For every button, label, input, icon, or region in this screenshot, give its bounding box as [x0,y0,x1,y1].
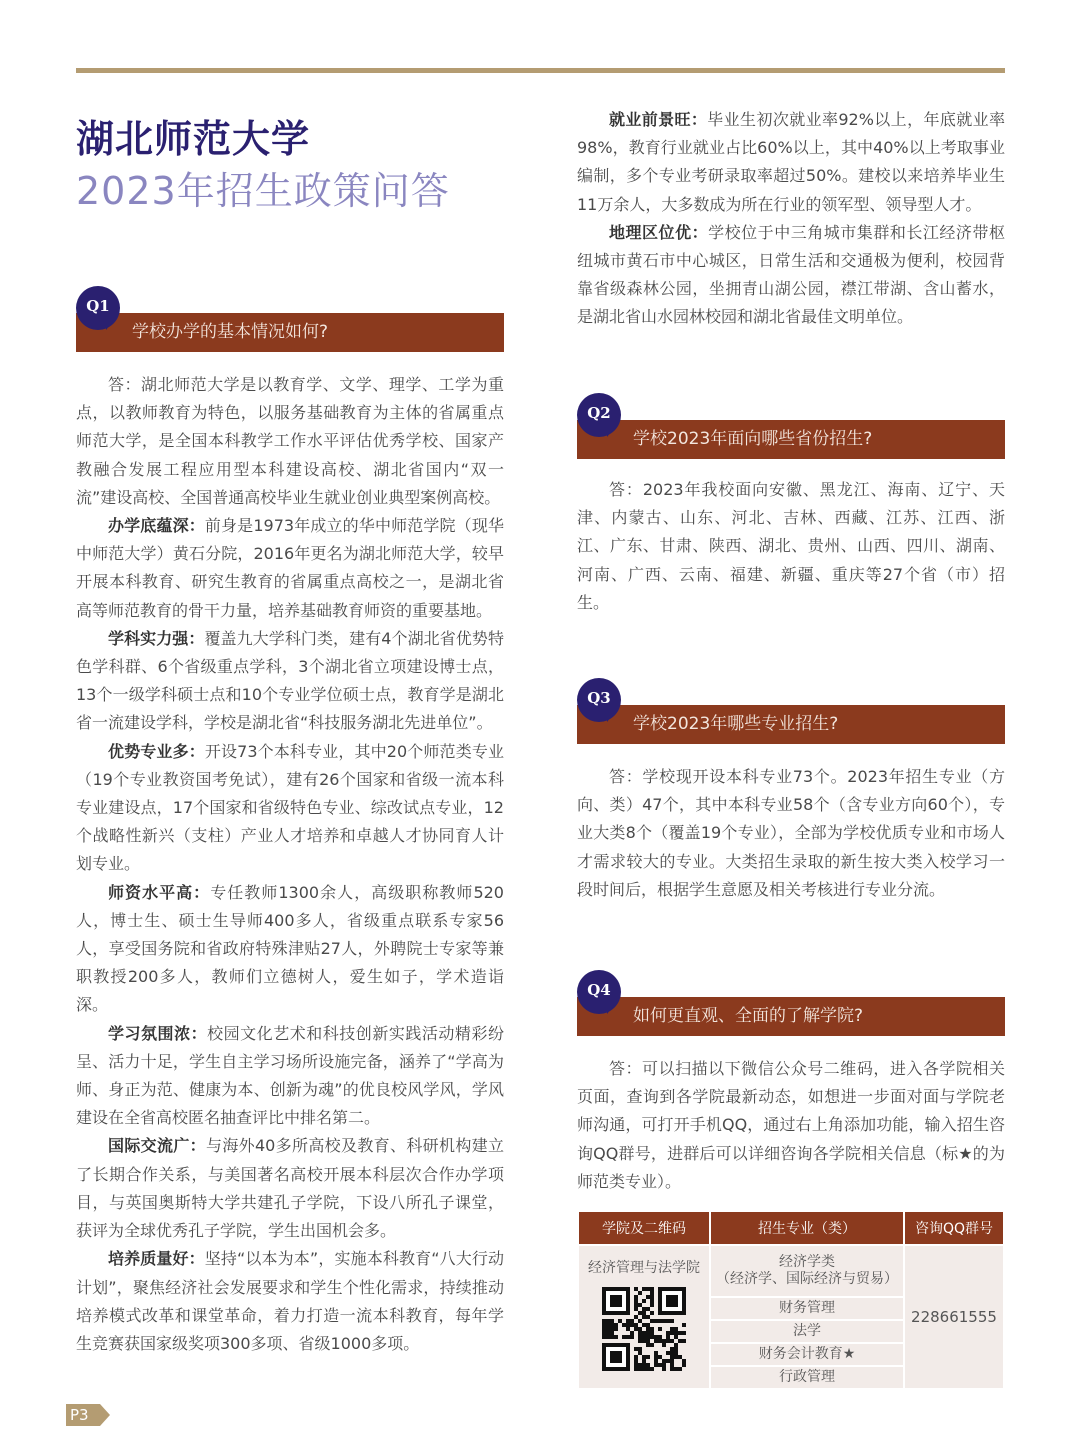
top-rule [76,68,1005,73]
q3-badge: Q3 [577,678,621,722]
major-cell: 财务管理 [711,1298,903,1319]
paragraph-text: 校园文化艺术和科技创新实践活动精彩纷呈、活力十足，学生自主学习场所设施完备，涵养了“学高为师、身正为范、健康为本、创新为魂”的优良校风学风，学风建设在全省高校匿名抽查评比中排名第二。 [76,1023,504,1128]
college-table [577,1210,1005,1390]
q4-question: 如何更直观、全面的了解学院? [577,997,1005,1036]
q2-question: 学校2023年面向哪些省份招生? [577,420,1005,459]
paragraph-label: 地理区位优： [609,222,709,242]
paragraph-label: 学科实力强： [108,628,205,648]
paragraph-text: 学校位于中三角城市集群和长江经济带枢纽城市黄石市中心城区，日常生活和交通极为便利，校园背靠省级森林公园，坐拥青山湖公园，襟江带湖、含山蓄水，是湖北省山水园林校园和湖北省最佳文明单位。 [577,222,1005,327]
page-number: P3 [66,1404,100,1426]
college-cell [579,1246,709,1388]
paragraph [76,625,504,738]
paragraph [76,1132,504,1245]
col-header-college: 学院及二维码 [579,1212,709,1244]
col-header-majors: 招生专业（类） [711,1212,903,1244]
q4-badge: Q4 [577,970,621,1014]
col-header-qq: 咨询QQ群号 [905,1212,1003,1244]
paragraph-text: 覆盖九大学科门类，建有4个湖北省优势特色学科群、6个省级重点学科，3个湖北省立项建设博士点，13个一级学科硕士点和10个专业学位硕士点，教育学是湖北省一流建设学科，学校是湖北省“科技服务湖北先进单位”。 [76,628,504,733]
title-subtitle: 2023年招生政策问答 [76,169,450,213]
q4-answer-block [577,1055,1005,1196]
q1-badge: Q1 [76,286,120,330]
table-row [579,1246,1003,1296]
paragraph-label: 优势专业多： [108,741,205,761]
right-column-text [577,106,1005,332]
paragraph-text: 答：湖北师范大学是以教育学、文学、理学、工学为重点，以教师教育为特色，以服务基础教育为主体的省属重点师范大学，是全国本科教学工作水平评估优秀学校、国家产教融合发展工程应用型本科建设高校、湖北省国内“双一流”建设高校、全国普通高校毕业生就业创业典型案例高校。 [76,375,504,507]
table-header-row [579,1212,1003,1244]
left-column-text [76,371,504,1358]
paragraph [76,371,504,512]
q2-badge: Q2 [577,393,621,437]
paragraph-text: 开设73个本科专业，其中20个师范类专业（19个专业教资国考免试），建有26个国家和省级一流本科专业建设点，17个国家和省级特色专业、综改试点专业，12个战略性新兴（支柱）产业人才培养和卓越人才协同育人计划专业。 [76,741,504,874]
q1-question: 学校办学的基本情况如何? [76,313,504,352]
college-name: 经济管理与法学院 [588,1260,700,1276]
q2-header [577,404,1005,455]
major-subtitle: （经济学、国际经济与贸易） [716,1271,898,1287]
paragraph-text: 坚持“以本为本”，实施本科教育“八大行动计划”，聚焦经济社会发展要求和学生个性化需求，持续推动培养模式改革和课堂革命，着力打造一流本科教育，每年学生竞赛获国家级奖项300多项、省级1000多项。 [76,1249,504,1353]
paragraph-label: 就业前景旺： [609,110,708,129]
major-cell [711,1246,903,1296]
q1-header [76,297,504,348]
q2-answer-block [577,476,1005,617]
q4-answer: 答：可以扫描以下微信公众号二维码，进入各学院相关页面，查询到各学院最新动态，如想进一步面对面与学院老师沟通，可打开手机QQ，通过右上角添加功能，输入招生咨询QQ群号，进群后可以详细咨询各学院相关信息（标★的为师范类专业）。 [577,1059,1005,1191]
paragraph-text: 毕业生初次就业率92%以上，年底就业率98%，教育行业就业占比60%以上，其中40%以上考取事业编制，多个专业考研录取率超过50%。建校以来培养毕业生11万余人，大多数成为所在行业的领军型、领导型人才。 [577,110,1005,214]
paragraph-label: 培养质量好： [108,1249,205,1269]
qq-number[interactable]: 228661555 [905,1246,1003,1388]
paragraph-label: 师资水平高： [108,882,211,902]
q3-question: 学校2023年哪些专业招生? [577,705,1005,744]
paragraph [577,106,1005,219]
paragraph [76,738,504,879]
paragraph [76,512,504,625]
paragraph [76,1020,504,1133]
major-cell: 法学 [711,1321,903,1342]
paragraph [76,1245,504,1358]
q4-header [577,981,1005,1032]
major-cell: 财务会计教育★ [711,1344,903,1365]
q2-answer: 答：2023年我校面向安徽、黑龙江、海南、辽宁、天津、内蒙古、山东、河北、吉林、西藏、江苏、江西、浙江、广东、甘肃、陕西、湖北、贵州、山西、四川、湖南、河南、广西、云南、福建、新疆、重庆等27个省（市）招生。 [577,480,1005,612]
paragraph-label: 学习氛围浓： [108,1023,208,1043]
paragraph-label: 国际交流广： [108,1136,206,1156]
q3-header [577,689,1005,740]
paragraph [577,219,1005,332]
qr-code-icon[interactable] [602,1287,686,1371]
major-name: 经济学类 [779,1254,835,1270]
q3-answer: 答：学校现开设本科专业73个。2023年招生专业（方向、类）47个，其中本科专业58个（含专业方向60个），专业大类8个（覆盖19个专业），全部为学校优质专业和市场人才需求较大的专业。大类招生录取的新生按大类入校学习一段时间后，根据学生意愿及相关考核进行专业分流。 [577,767,1005,899]
title-university: 湖北师范大学 [76,117,311,161]
paragraph [76,879,504,1020]
paragraph-text: 前身是1973年成立的华中师范学院（现华中师范大学）黄石分院，2016年更名为湖北师范大学，较早开展本科教育、研究生教育的省属重点高校之一，是湖北省高等师范教育的骨干力量，培养基础教育师资的重要基地。 [76,516,504,620]
paragraph-label: 办学底蕴深： [108,516,205,536]
paragraph-text: 专任教师1300余人，高级职称教师520人，博士生、硕士生导师400多人，省级重点联系专家56人，享受国务院和省政府特殊津贴27人，外聘院士专家等兼职教授200多人，教师们立德树人，爱生如子，学术造诣深。 [76,882,504,1015]
paragraph-text: 与海外40多所高校及教育、科研机构建立了长期合作关系，与美国著名高校开展本科层次合作办学项目，与英国奥斯特大学共建孔子学院，下设八所孔子课堂，获评为全球优秀孔子学院，学生出国机会多。 [76,1136,504,1241]
major-cell: 行政管理 [711,1367,903,1388]
q3-answer-block [577,763,1005,904]
